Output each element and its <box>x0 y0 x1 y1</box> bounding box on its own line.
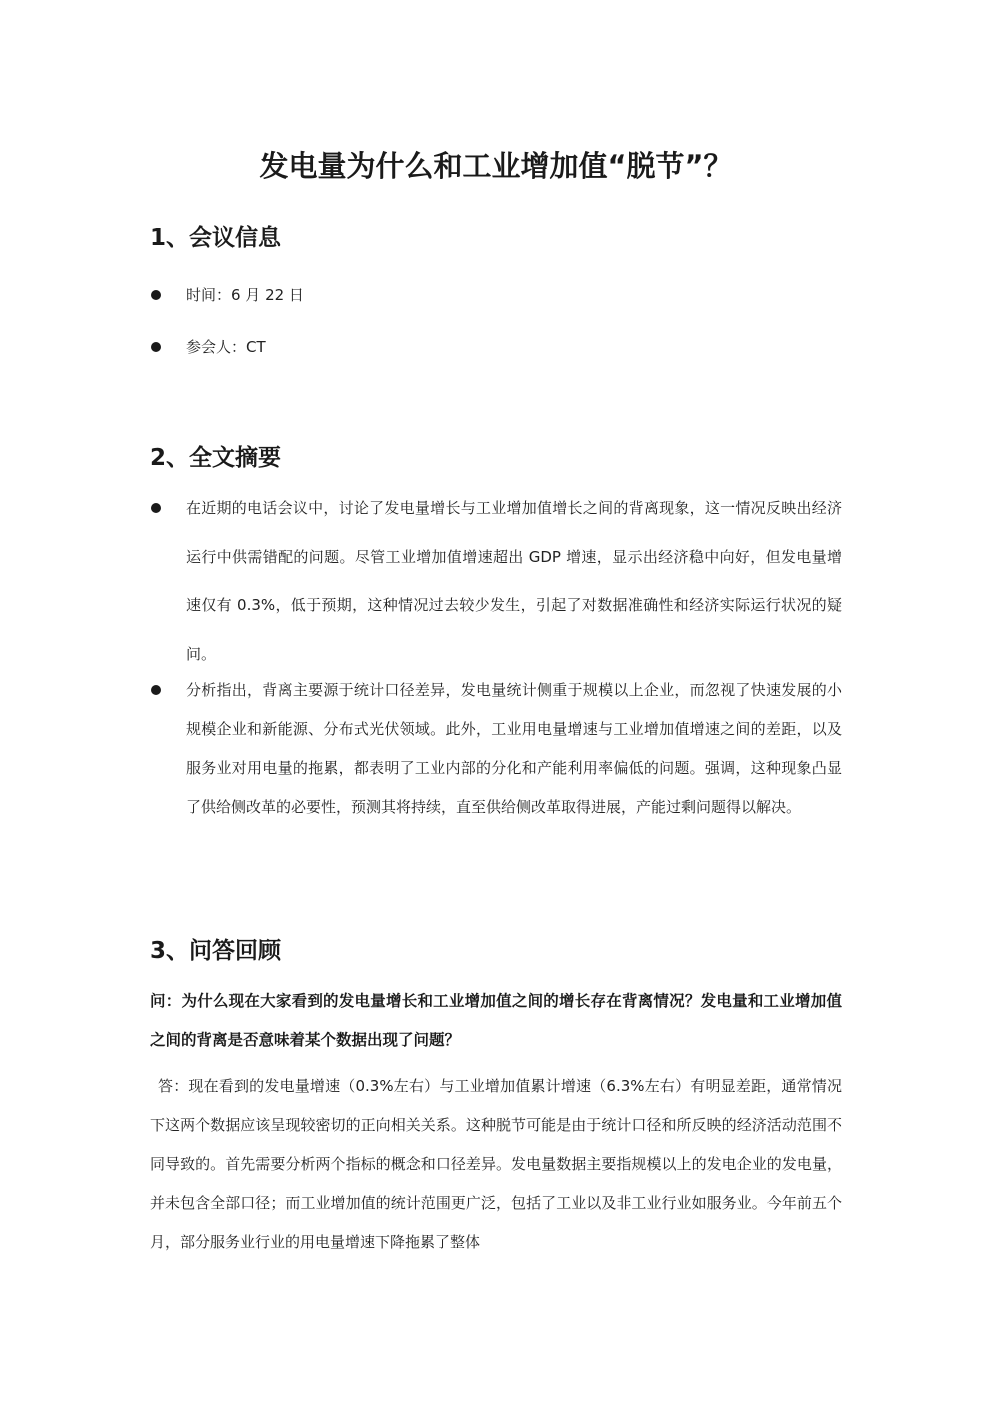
bullet-icon <box>151 342 161 352</box>
section-heading-meeting-info: 1、会议信息 <box>150 225 282 251</box>
summary-paragraph: 在近期的电话会议中，讨论了发电量增长与工业增加值增长之间的背离现象，这一情况反映出经济运行中供需错配的问题。尽管工业增加值增速超出 GDP 增速，显示出经济稳中向好，但发电量增速仅有 0.3%，低于预期，这种情况过去较少发生，引起了对数据准确性和经济实际运行状况的疑问。 <box>186 499 842 663</box>
bullet-icon <box>151 290 161 300</box>
bullet-icon <box>151 503 161 513</box>
meeting-time: 时间：6 月 22 日 <box>186 286 304 304</box>
summary-paragraph: 分析指出，背离主要源于统计口径差异，发电量统计侧重于规模以上企业，而忽视了快速发展的小规模企业和新能源、分布式光伏领域。此外，工业用电量增速与工业增加值增速之间的差距，以及服务业对用电量的拖累，都表明了工业内部的分化和产能利用率偏低的问题。强调，这种现象凸显了供给侧改革的必要性，预测其将持续，直至供给侧改革取得进展，产能过剩问题得以解决。 <box>186 681 842 816</box>
qa-answer: 答：现在看到的发电量增速（0.3%左右）与工业增加值累计增速（6.3%左右）有明显差距，通常情况下这两个数据应该呈现较密切的正向相关关系。这种脱节可能是由于统计口径和所反映的经济活动范围不同导致的。首先需要分析两个指标的概念和口径差异。发电量数据主要指规模以上的发电企业的发电量，并未包含全部口径；而工业增加值的统计范围更广泛，包括了工业以及非工业行业如服务业。今年前五个月，部分服务业行业的用电量增速下降拖累了整体 <box>150 1077 842 1251</box>
section-heading-qa: 3、问答回顾 <box>150 938 282 964</box>
qa-question: 问：为什么现在大家看到的发电量增长和工业增加值之间的增长存在背离情况？发电量和工业增加值之间的背离是否意味着某个数据出现了问题？ <box>150 992 842 1049</box>
document-title: 发电量为什么和工业增加值“脱节”？ <box>259 149 733 183</box>
bullet-icon <box>151 685 161 695</box>
section-heading-summary: 2、全文摘要 <box>150 445 282 471</box>
meeting-attendees: 参会人：CT <box>186 338 266 356</box>
